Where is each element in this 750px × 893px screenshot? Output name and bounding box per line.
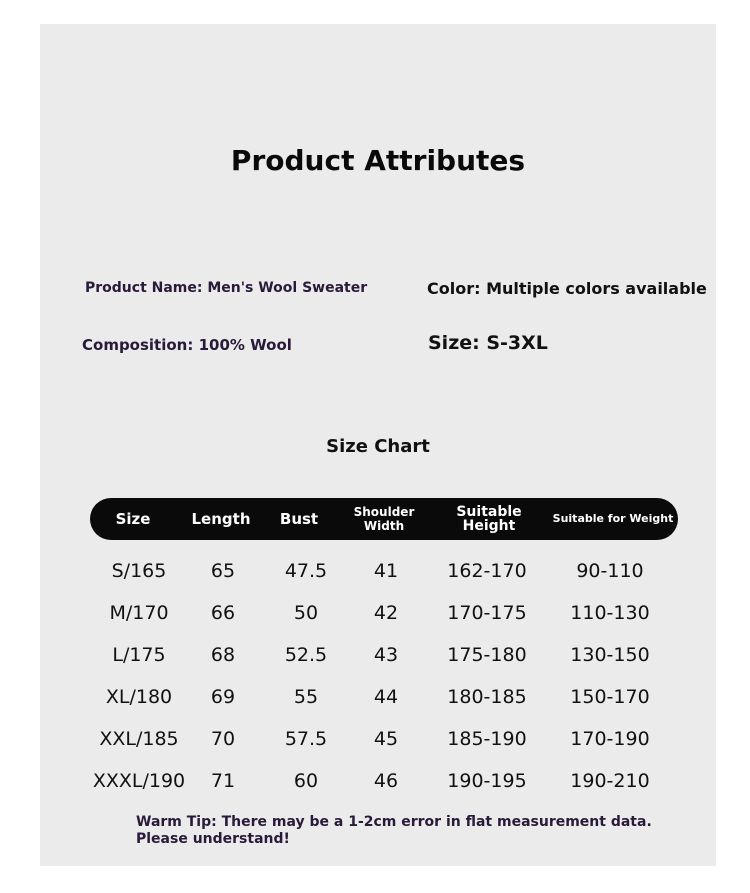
product-attributes-panel: [40, 24, 716, 866]
composition-attribute: Composition: 100% Wool: [82, 336, 292, 354]
header-length: Length: [191, 510, 251, 528]
cell-bust: 47.5: [284, 560, 328, 582]
cell-weight: 90-110: [576, 560, 644, 582]
header-suitable-weight: Suitable for Weight: [552, 512, 674, 525]
cell-height: 180-185: [447, 686, 527, 708]
header-bust: Bust: [279, 510, 319, 528]
cell-weight: 170-190: [570, 728, 650, 750]
cell-length: 68: [210, 644, 236, 666]
table-row: [40, 718, 716, 760]
cell-shoulder: 41: [373, 560, 399, 582]
table-row: [40, 592, 716, 634]
cell-weight: 130-150: [570, 644, 650, 666]
cell-height: 162-170: [447, 560, 527, 582]
header-suitable-height: Suitable Height: [456, 504, 522, 534]
cell-length: 70: [210, 728, 236, 750]
cell-shoulder: 42: [373, 602, 399, 624]
cell-shoulder: 43: [373, 644, 399, 666]
cell-bust: 55: [293, 686, 319, 708]
cell-bust: 52.5: [284, 644, 328, 666]
cell-size: XL/180: [105, 686, 173, 708]
header-size: Size: [115, 510, 151, 528]
cell-size: XXL/185: [99, 728, 179, 750]
cell-bust: 57.5: [284, 728, 328, 750]
cell-size: M/170: [109, 602, 169, 624]
product-name-attribute: Product Name: Men's Wool Sweater: [85, 280, 368, 296]
cell-size: XXXL/190: [92, 770, 186, 792]
cell-height: 175-180: [447, 644, 527, 666]
cell-bust: 60: [293, 770, 319, 792]
cell-height: 170-175: [447, 602, 527, 624]
cell-size: L/175: [112, 644, 166, 666]
cell-size: S/165: [111, 560, 167, 582]
cell-length: 66: [210, 602, 236, 624]
table-row: [40, 760, 716, 802]
cell-weight: 110-130: [570, 602, 650, 624]
cell-length: 65: [210, 560, 236, 582]
table-row: [40, 634, 716, 676]
cell-shoulder: 45: [373, 728, 399, 750]
size-chart-header: [90, 498, 678, 540]
cell-length: 69: [210, 686, 236, 708]
size-chart-title: Size Chart: [326, 436, 430, 457]
cell-height: 190-195: [447, 770, 527, 792]
color-attribute: Color: Multiple colors available: [427, 279, 707, 298]
warm-tip: Warm Tip: There may be a 1-2cm error in flat measurement data. Please understand!: [136, 814, 652, 847]
cell-weight: 150-170: [570, 686, 650, 708]
size-attribute: Size: S-3XL: [428, 332, 548, 354]
header-shoulder-width: Shoulder Width: [353, 505, 415, 533]
cell-bust: 50: [293, 602, 319, 624]
cell-length: 71: [210, 770, 236, 792]
table-row: [40, 550, 716, 592]
cell-height: 185-190: [447, 728, 527, 750]
cell-shoulder: 46: [373, 770, 399, 792]
cell-shoulder: 44: [373, 686, 399, 708]
cell-weight: 190-210: [570, 770, 650, 792]
page-title: Product Attributes: [230, 144, 526, 177]
table-row: [40, 676, 716, 718]
